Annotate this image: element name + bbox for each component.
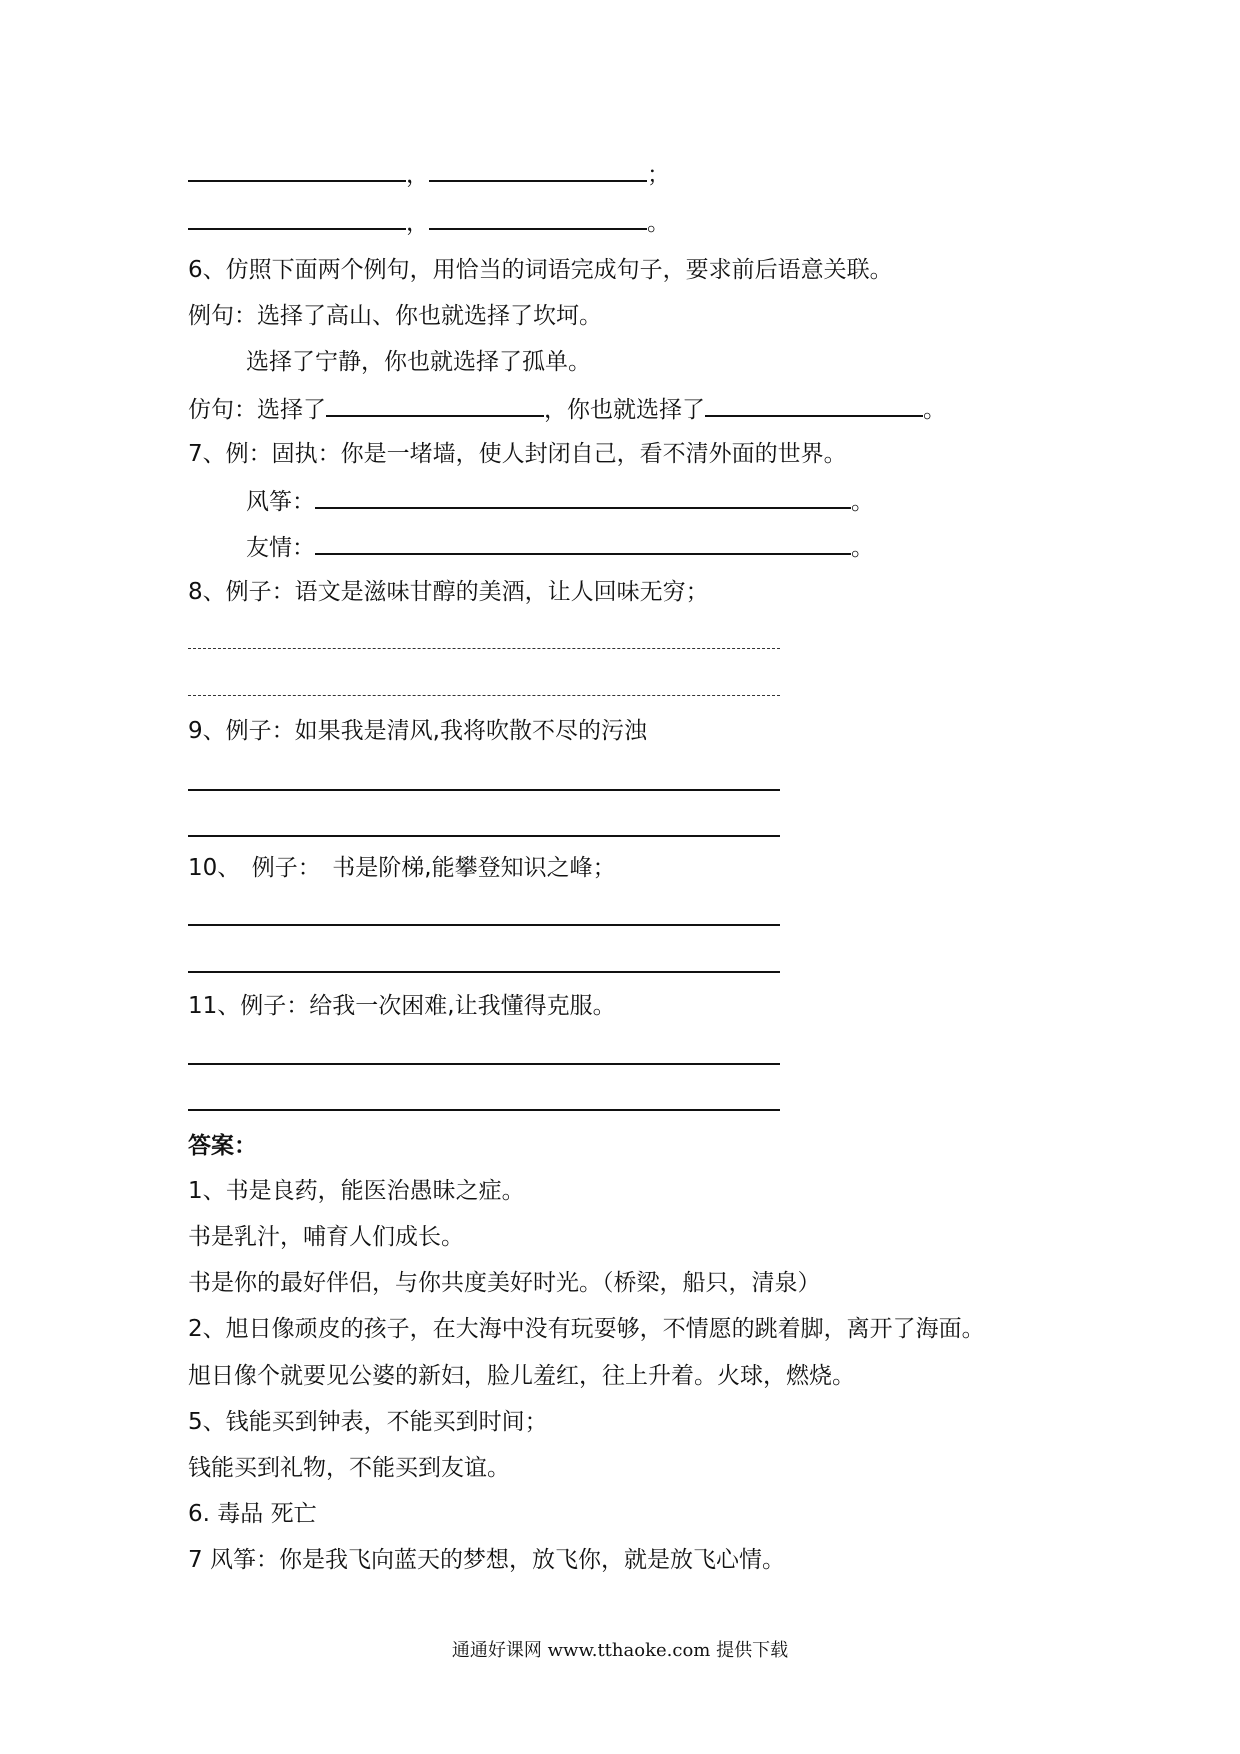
answer-blank xyxy=(315,531,851,555)
q6-imitate-row xyxy=(188,393,946,425)
answer-line-text: 7 风筝：你是我飞向蓝天的梦想，放飞你，就是放飞心情。 xyxy=(188,1547,785,1573)
q7-item-label: 友情： xyxy=(246,535,315,561)
answer-line xyxy=(188,924,780,926)
separator: 。 xyxy=(851,535,874,561)
answer-line xyxy=(188,971,780,973)
q11-title: 11、例子：给我一次困难,让我懂得克服。 xyxy=(188,993,616,1019)
q6-title: 6、仿照下面两个例句，用恰当的词语完成句子，要求前后语意关联。 xyxy=(188,257,893,283)
answer-line xyxy=(188,835,780,837)
answer-line xyxy=(188,1063,780,1065)
answer-line xyxy=(188,648,780,649)
separator: 。 xyxy=(851,489,874,515)
answer-line-text: 书是乳汁，哺育人们成长。 xyxy=(188,1224,464,1250)
answer-line xyxy=(188,695,780,696)
q6-imitate-mid: ，你也就选择了 xyxy=(544,397,705,423)
q9-title: 9、例子：如果我是清风,我将吹散不尽的污浊 xyxy=(188,718,647,744)
answer-line-text: 旭日像个就要见公婆的新妇，脸儿羞红，往上升着。火球，燃烧。 xyxy=(188,1363,855,1389)
answer-blank xyxy=(429,206,647,230)
page-footer: 通通好课网 www.tthaoke.com 提供下载 xyxy=(451,1640,789,1661)
q7-item-label: 风筝： xyxy=(246,489,315,515)
answer-blank xyxy=(326,393,544,417)
q6-example-1: 例句：选择了高山、你也就选择了坎坷。 xyxy=(188,303,602,329)
answers-heading: 答案： xyxy=(188,1133,257,1159)
answer-line xyxy=(188,1109,780,1111)
answer-line-text: 1、书是良药，能医治愚昧之症。 xyxy=(188,1178,525,1204)
separator: 。 xyxy=(647,210,670,236)
q6-imitate-prefix: 仿句：选择了 xyxy=(188,397,326,423)
answer-blank xyxy=(188,158,406,182)
answer-line-text: 5、钱能买到钟表，不能买到时间； xyxy=(188,1409,548,1435)
q6-example-2: 选择了宁静，你也就选择了孤单。 xyxy=(246,349,591,375)
answer-line-text: 书是你的最好伴侣，与你共度美好时光。（桥梁，船只，清泉） xyxy=(188,1270,821,1296)
q10-title: 10、 例子： 书是阶梯,能攀登知识之峰； xyxy=(188,855,616,881)
q5-blank-row-2 xyxy=(188,206,670,238)
answer-blank xyxy=(188,206,406,230)
answer-blank xyxy=(429,158,647,182)
separator: ， xyxy=(406,210,429,236)
answer-blank xyxy=(705,393,923,417)
q7-title: 7、例：固执：你是一堵墙，使人封闭自己，看不清外面的世界。 xyxy=(188,441,847,467)
q5-blank-row-1 xyxy=(188,158,670,190)
answer-line-text: 6. 毒品 死亡 xyxy=(188,1501,317,1527)
separator: ， xyxy=(406,162,429,188)
separator: ； xyxy=(647,162,670,188)
q8-title: 8、例子：语文是滋味甘醇的美酒，让人回味无穷； xyxy=(188,579,709,605)
q7-item-friendship xyxy=(246,531,874,563)
q6-imitate-end: 。 xyxy=(923,397,946,423)
answer-line-text: 2、旭日像顽皮的孩子，在大海中没有玩耍够，不情愿的跳着脚，离开了海面。 xyxy=(188,1316,985,1342)
answer-blank xyxy=(315,485,851,509)
answer-line-text: 钱能买到礼物，不能买到友谊。 xyxy=(188,1455,510,1481)
answer-line xyxy=(188,789,780,791)
q7-item-kite xyxy=(246,485,874,517)
